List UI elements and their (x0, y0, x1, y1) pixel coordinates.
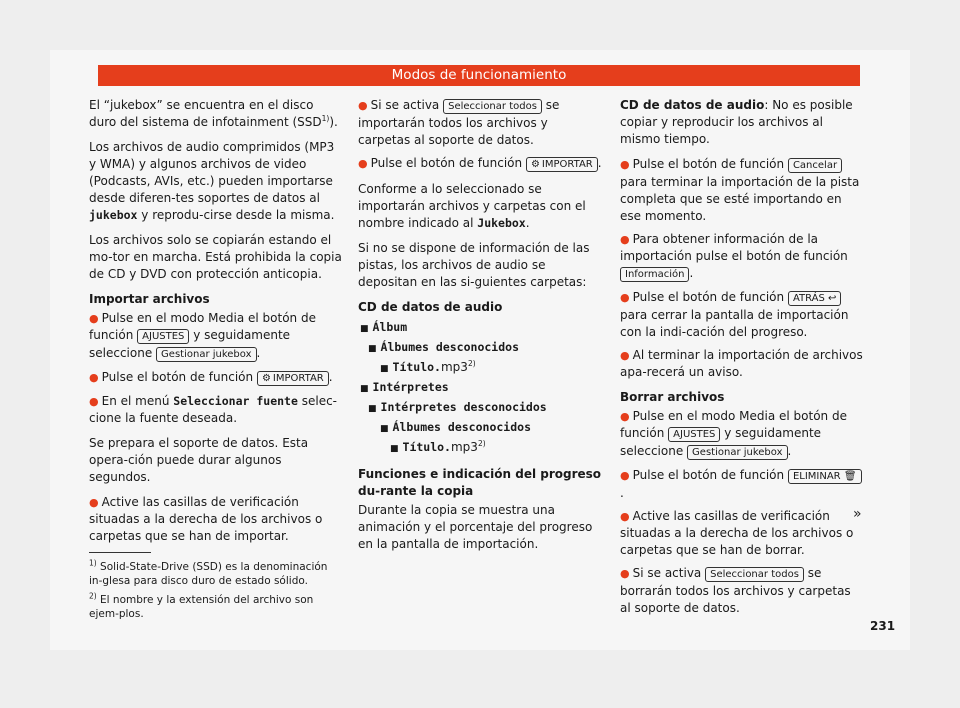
import-gear-icon: ⚙ (261, 373, 271, 384)
progress-paragraph: Durante la copia se muestra una animación y el porcentaje del progreso en la pantalla de importación. (358, 503, 593, 551)
bullet-dot-icon: ● (620, 291, 630, 304)
list-item: ● Para obtener información de la importación pulse el botón de función Información . (620, 232, 848, 280)
tree-item: ■ Álbumes desconocidos (380, 420, 531, 434)
bullet-dot-icon: ● (89, 371, 99, 384)
folders-paragraph: Si no se dispone de información de las pistas, los archivos de audio se depositan en las si-guientes carpetas: (358, 241, 590, 289)
square-bullet-icon: ■ (380, 424, 389, 434)
list-item: ● Pulse el botón de función ELIMINAR 🗑. (620, 467, 865, 502)
square-bullet-icon: ■ (380, 364, 389, 374)
cd-note-paragraph: CD de datos de audio: No es posible copiar y reproducir los archivos al mismo tiempo. (620, 98, 853, 146)
import-heading: Importar archivos (89, 292, 210, 306)
square-bullet-icon: ■ (368, 404, 377, 414)
trash-icon: 🗑 (843, 471, 857, 482)
gestionar-jukebox-button[interactable]: Gestionar jukebox (156, 347, 256, 362)
bullet-dot-icon: ● (620, 233, 630, 246)
list-item: ● En el menú Seleccionar fuente selec-cione la fuente deseada. (89, 394, 337, 425)
footnote-divider (89, 552, 151, 553)
tree-item: ■ Título.mp3$^{2)}$ (380, 359, 476, 374)
list-item: ● Si se activa Seleccionar todos se borrarán todos los archivos y carpetas al soporte de datos. (620, 566, 851, 615)
importar-button[interactable]: ⚙ IMPORTAR (257, 371, 329, 386)
list-item: ● Al terminar la importación de archivos apa-recerá un aviso. (620, 348, 863, 379)
bullet-dot-icon: ● (620, 349, 630, 362)
cd-heading: CD de datos de audio (358, 300, 503, 314)
atras-button[interactable]: ATRÁS ↩ (788, 291, 841, 306)
bullet-dot-icon: ● (89, 395, 99, 408)
ajustes-button[interactable]: AJUSTES (668, 427, 720, 442)
column-2 (358, 97, 603, 561)
back-arrow-icon: ↩ (828, 293, 837, 304)
importar-button[interactable]: ⚙ IMPORTAR (526, 157, 598, 172)
progress-heading: Funciones e indicación del progreso du-rante la copia (358, 467, 602, 498)
list-item: ● Active las casillas de verificación situadas a la derecha de los archivos o carpetas que se han de borrar. (620, 509, 854, 557)
preparing-paragraph: Se prepara el soporte de datos. Esta opera-ción puede durar algunos segundos. (89, 436, 309, 484)
list-item: ● Pulse el botón de función ⚙ IMPORTAR . (358, 156, 602, 170)
column-3 (620, 97, 865, 623)
bullet-dot-icon: ● (620, 510, 630, 523)
delete-heading: Borrar archivos (620, 390, 725, 404)
bullet-dot-icon: ● (620, 469, 630, 482)
bullet-dot-icon: ● (620, 410, 630, 423)
bullet-dot-icon: ● (620, 158, 630, 171)
list-item: ● Pulse en el modo Media el botón de función AJUSTES y seguidamente seleccione Gestionar jukebox . (620, 409, 847, 458)
list-item: ● Pulse el botón de función ATRÁS ↩ para cerrar la pantalla de importación con la indi-cación del progreso. (620, 290, 849, 339)
square-bullet-icon: ■ (360, 324, 369, 334)
ajustes-button[interactable]: AJUSTES (137, 329, 189, 344)
footnote-2: $^{2)}$ El nombre y la extensión del archivo son ejem-plos. (89, 591, 314, 620)
intro-paragraph: El “jukebox” se encuentra en el disco duro del sistema de infotainment (SSD$^{1)}$). (89, 98, 338, 129)
seleccionar-todos-button[interactable]: Seleccionar todos (443, 99, 542, 114)
column-1 (89, 97, 343, 551)
list-item: ● Si se activa Seleccionar todos se importarán todos los archivos y carpetas al soporte de datos. (358, 98, 560, 147)
bullet-dot-icon: ● (358, 99, 368, 112)
import-gear-icon: ⚙ (530, 159, 540, 170)
page-number: 231 (870, 619, 896, 633)
copy-restriction-paragraph: Los archivos solo se copiarán estando el mo-tor en marcha. Está prohibida la copia de CD y DVD con protección anticopia. (89, 233, 342, 281)
square-bullet-icon: ■ (368, 344, 377, 354)
eliminar-button[interactable]: ELIMINAR 🗑 (788, 469, 862, 484)
jukebox-paragraph: Conforme a lo seleccionado se importarán archivos y carpetas con el nombre indicado al Jukebox. (358, 182, 586, 230)
bullet-dot-icon: ● (89, 312, 99, 325)
cancelar-button[interactable]: Cancelar (788, 158, 842, 173)
tree-item: ■ Álbum (360, 320, 408, 334)
tree-item: ■ Intérpretes desconocidos (368, 400, 547, 414)
bullet-dot-icon: ● (89, 496, 99, 509)
square-bullet-icon: ■ (360, 384, 369, 394)
list-item: ● Pulse en el modo Media el botón de función AJUSTES y seguidamente seleccione Gestionar jukebox . (89, 311, 316, 360)
seleccionar-todos-button[interactable]: Seleccionar todos (705, 567, 804, 582)
footnote-ref: 1) (321, 114, 330, 123)
gestionar-jukebox-button[interactable]: Gestionar jukebox (687, 445, 787, 460)
tree-item: ■ Álbumes desconocidos (368, 340, 519, 354)
folder-tree (358, 318, 603, 458)
bullet-dot-icon: ● (358, 157, 368, 170)
list-item: ● Active las casillas de verificación situadas a la derecha de los archivos o carpetas que se han de importar. (89, 495, 323, 543)
formats-paragraph: Los archivos de audio comprimidos (MP3 y WMA) y algunos archivos de video (Podcasts, AVIs, etc.) pueden importarse desde diferen-tes soportes de datos al jukebox y reprodu-cirse desde la misma. (89, 140, 335, 222)
tree-item: ■ Intérpretes (360, 380, 449, 394)
list-item: ● Pulse el botón de función Cancelar para terminar la importación de la pista completa que se esté importando en ese momento. (620, 157, 860, 223)
continue-marker: » (853, 506, 862, 522)
list-item: ● Pulse el botón de función ⚙ IMPORTAR . (89, 370, 333, 384)
bullet-dot-icon: ● (620, 567, 630, 580)
tree-item: ■ Título.mp3$^{2)}$ (390, 439, 486, 454)
section-banner: Modos de funcionamiento (98, 65, 860, 86)
informacion-button[interactable]: Información (620, 267, 689, 282)
square-bullet-icon: ■ (390, 444, 399, 454)
footnote-1: $^{1)}$ Solid-State-Drive (SSD) es la denominación in-glesa para disco duro de estado sólido. (89, 558, 328, 587)
